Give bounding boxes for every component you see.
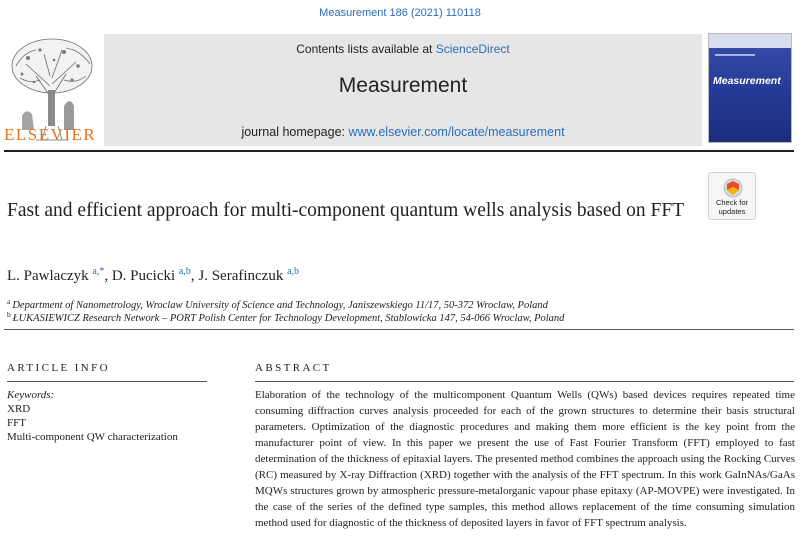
check-for-updates-button[interactable] [708, 172, 756, 220]
journal-masthead [104, 34, 702, 146]
affiliations-divider [4, 329, 794, 330]
affiliation-mark: b [7, 310, 11, 319]
author-affiliation-mark[interactable]: a,b [287, 266, 300, 277]
homepage-line [104, 125, 702, 139]
affiliation-text: Department of Nanometrology, Wroclaw University of Science and Technology, Janiszewskiego 11/17, 50-372 Wroclaw, Poland [12, 300, 548, 311]
author-affiliation-mark[interactable]: a,* [92, 266, 105, 277]
author-list [7, 266, 299, 285]
article-title: Fast and efficient approach for multi-component quantum wells analysis based on FFT [7, 200, 685, 221]
affiliation-text: ŁUKASIEWICZ Research Network – PORT Polish Center for Technology Development, Stablowicka 147, 54-066 Wroclaw, Poland [12, 313, 565, 324]
affiliation-item [7, 297, 548, 311]
author-name[interactable]: D. Pucicki [111, 268, 176, 284]
cover-title: Measurement [713, 75, 781, 87]
journal-homepage-link[interactable]: www.elsevier.com/locate/measurement [348, 125, 565, 139]
cover-header-band [709, 34, 791, 48]
homepage-prefix: journal homepage: [241, 125, 345, 139]
author-name[interactable]: J. Serafinczuk [198, 268, 284, 284]
affiliation-item [7, 310, 564, 324]
crossmark-icon [723, 178, 743, 198]
article-info-rule [7, 381, 207, 382]
journal-citation-link[interactable]: Measurement 186 (2021) 110118 [319, 7, 481, 19]
author-separator: , [190, 268, 195, 284]
affiliation-mark: a [7, 297, 11, 306]
sciencedirect-link[interactable]: ScienceDirect [435, 42, 510, 56]
keyword-item[interactable]: FFT [7, 417, 26, 429]
author-name[interactable]: L. Pawlaczyk [7, 268, 89, 284]
keyword-item[interactable]: XRD [7, 403, 31, 415]
elsevier-wordmark: ELSEVIER [4, 125, 97, 144]
abstract-heading: ABSTRACT [255, 362, 332, 374]
journal-title[interactable]: Measurement [338, 74, 468, 97]
article-info-heading: ARTICLE INFO [7, 362, 110, 374]
crossmark-label-line2: updates [718, 207, 746, 216]
contents-prefix: Contents lists available at [296, 42, 433, 56]
journal-cover-thumbnail[interactable] [708, 33, 792, 143]
crossmark-label [709, 198, 755, 216]
abstract-rule [255, 381, 794, 382]
cover-decoration [715, 54, 755, 56]
contents-line [104, 42, 702, 56]
keywords-label: Keywords: [7, 389, 55, 401]
author-affiliation-mark[interactable]: a,b [178, 266, 191, 277]
header-divider [4, 150, 794, 152]
keyword-item[interactable]: Multi-component QW characterization [7, 431, 178, 443]
crossmark-label-line1: Check for [715, 198, 749, 207]
abstract-body: Elaboration of the technology of the multicomponent Quantum Wells (QWs) based devices requires repeated time consuming diffraction curves analysis proceeded for each of the grown structures to determine their basis structural parameters. Optimization of the diagnostic procedures and making them more efficient is the key point from the manufacturer point of view. In this paper we present the use of Fast Fourier Transform (FFT) employed to fast determination of the thickness of epitaxial layers. The presented method combines the approach using the Rocking Curves (RC) measured by X-ray Diffraction (XRD) together with the analysis of the FFT spectrum. In this work GaInNAs/GaAs MQWs structures grown by atmospheric pressure-metalorganic vapour phase epitaxy (AP-MOVPE) were investigated. In the case of the series of the defined type samples, this method allows replacement of the time consuming simulation method used for diagnostic of the thickness of deposited layers in favor of FFT spectrum analysis. [255, 389, 795, 529]
author-separator: , [104, 268, 109, 284]
